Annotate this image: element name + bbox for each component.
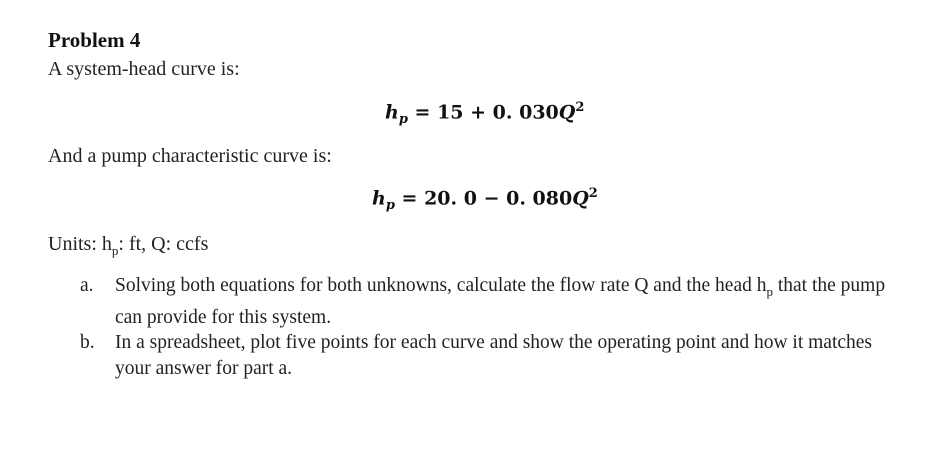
eq1-lhs-var: h bbox=[385, 101, 399, 124]
units-sub: p bbox=[111, 243, 119, 258]
units-line bbox=[48, 233, 208, 259]
eq1-lhs-sub: p bbox=[398, 112, 408, 128]
eq1-rhs-var: Q bbox=[558, 101, 576, 124]
list-marker-a: a. bbox=[80, 275, 94, 296]
system-curve-intro: A system-head curve is: bbox=[48, 58, 240, 80]
list-item-a-text bbox=[115, 273, 900, 331]
pump-characteristic-equation bbox=[372, 186, 598, 213]
eq2-rhs-var: Q bbox=[572, 187, 589, 210]
list-item-a bbox=[80, 273, 900, 331]
item-a-text-before: Solving both equations for both unknowns, calculate the flow rate Q and the head h bbox=[115, 275, 767, 296]
eq2-rhs-exp: 2 bbox=[588, 186, 598, 201]
item-a-sub: p bbox=[766, 283, 773, 299]
eq1-rhs-prefix: = 15 + 0. 030 bbox=[407, 101, 559, 124]
system-head-equation bbox=[385, 100, 584, 127]
units-suffix: : ft, Q: ccfs bbox=[118, 233, 209, 255]
item-a-text-after: that the pump can provide for this system. bbox=[115, 275, 886, 328]
pump-curve-intro: And a pump characteristic curve is: bbox=[48, 145, 332, 167]
eq2-lhs-var: h bbox=[372, 187, 386, 210]
eq2-rhs-prefix: = 20. 0 − 0. 080 bbox=[394, 187, 573, 210]
eq1-rhs-exp: 2 bbox=[575, 100, 585, 115]
units-prefix: Units: h bbox=[48, 233, 112, 255]
list-marker-b: b. bbox=[80, 332, 95, 353]
list-item-b bbox=[80, 330, 900, 382]
eq2-lhs-sub: p bbox=[385, 198, 395, 214]
problem-heading: Problem 4 bbox=[48, 28, 141, 52]
list-item-b-text: In a spreadsheet, plot five points for each curve and show the operating point and how it matches your answer for part a. bbox=[115, 332, 873, 379]
